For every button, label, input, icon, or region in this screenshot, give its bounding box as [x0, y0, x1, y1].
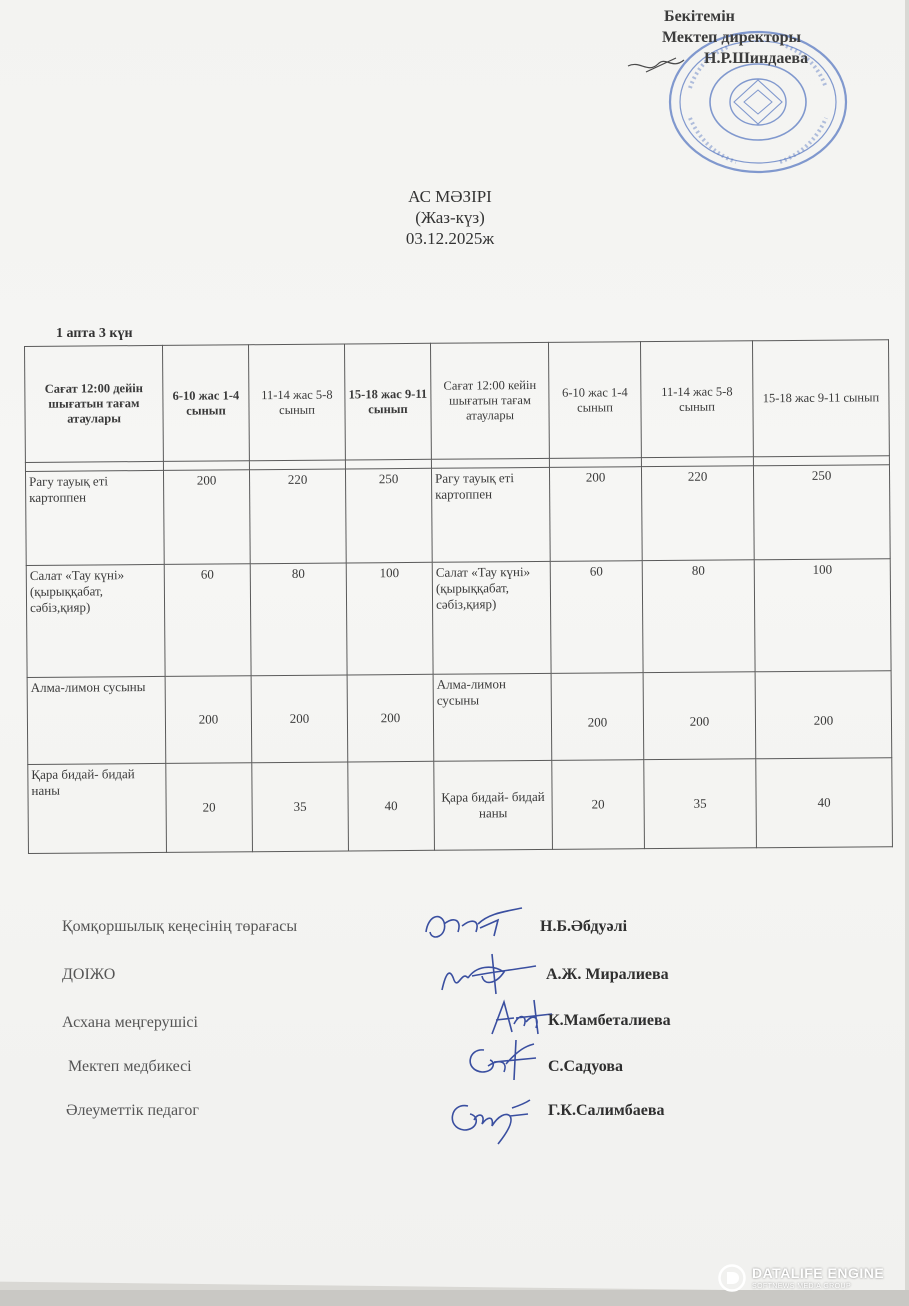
signature-name: Г.К.Салимбаева: [548, 1102, 665, 1119]
portion-cell: 80: [250, 563, 347, 676]
signature-role: Әлеуметтік педагог: [66, 1102, 199, 1119]
header-pm-age-15-18: 15-18 жас 9-11 сынып: [752, 340, 889, 457]
header-pm-dish: Сағат 12:00 кейін шығатын тағам атаулары: [430, 342, 549, 459]
signature-name: К.Мамбеталиева: [548, 1012, 671, 1029]
dish-pm: Рагу тауық еті картоппен: [431, 468, 550, 562]
table-header-row: [25, 340, 890, 463]
portion-cell: 200: [551, 672, 644, 760]
table-row: [27, 670, 892, 764]
portion-cell: 200: [549, 467, 642, 561]
title-heading: АС МӘЗІРІ: [408, 187, 492, 206]
datalife-logo-icon: [718, 1264, 746, 1292]
table-row: [26, 558, 891, 677]
portion-cell: 220: [641, 466, 754, 560]
portion-cell: 100: [346, 562, 433, 675]
week-label: 1 апта 3 күн: [56, 326, 133, 341]
header-am-age-6-10: 6-10 жас 1-4 сынып: [162, 345, 249, 462]
signature-name: С.Садуова: [548, 1058, 624, 1075]
portion-cell: 40: [756, 757, 893, 847]
dish-am: Салат «Тау күні» (қырыққабат, сәбіз,қияр): [26, 564, 165, 677]
dish-am: Рагу тауық еті картоппен: [25, 471, 164, 565]
signature-role: ДОІЖО: [62, 966, 116, 983]
signature-icon: [486, 994, 556, 1040]
portion-cell: 250: [345, 469, 432, 563]
approval-line-2: Мектеп директоры: [662, 29, 801, 46]
portion-cell: 60: [550, 560, 643, 673]
portion-cell: 35: [252, 762, 349, 852]
table-row: [28, 757, 893, 853]
signature-name: Н.Б.Әбдуәлі: [540, 918, 628, 935]
portion-cell: 60: [164, 563, 251, 676]
portion-cell: 200: [251, 675, 348, 763]
portion-cell: 200: [755, 670, 892, 758]
dish-am: Алма-лимон сусыны: [27, 676, 166, 764]
signature-role: Мектеп медбикесі: [68, 1058, 192, 1075]
approval-line-1: Бекітемін: [664, 8, 735, 25]
title-date: 03.12.2025ж: [405, 229, 495, 248]
signature-icon: [432, 950, 542, 1000]
portion-cell: 200: [163, 470, 250, 564]
watermark-main: DATALIFE ENGINE: [752, 1265, 885, 1281]
portion-cell: 80: [642, 560, 755, 673]
table-row: [25, 465, 890, 565]
portion-cell: 100: [754, 558, 891, 671]
portion-cell: 220: [249, 469, 346, 563]
header-am-age-11-14: 11-14 жас 5-8 сынып: [248, 344, 345, 461]
signature-icon: [460, 1036, 540, 1086]
header-am-dish: Сағат 12:00 дейін шығатын тағам атаулары: [25, 345, 164, 462]
watermark-sub: SOFTNEWS MEDIA GROUP: [752, 1283, 852, 1290]
signature-icon: [440, 1086, 540, 1150]
title-season: (Жаз-күз): [415, 208, 485, 227]
signature-name: А.Ж. Миралиева: [546, 966, 669, 983]
portion-cell: 20: [166, 763, 253, 853]
portion-cell: 200: [165, 675, 252, 763]
header-pm-age-6-10: 6-10 жас 1-4 сынып: [548, 342, 641, 459]
approval-line-3: Н.Р.Шиндаева: [704, 50, 809, 67]
signature-icon: [418, 902, 528, 952]
approval-block: [664, 6, 904, 69]
dish-pm: Салат «Тау күні» (қырыққабат, сәбіз,қияр): [432, 561, 551, 674]
portion-cell: 250: [753, 465, 890, 559]
header-am-age-15-18: 15-18 жас 9-11 сынып: [344, 343, 431, 460]
dish-pm: Қара бидай- бидай наны: [434, 760, 553, 850]
menu-table: [24, 339, 892, 856]
portion-cell: 35: [644, 759, 757, 849]
portion-cell: 200: [643, 671, 756, 759]
signature-role: Қомқоршылық кеңесінің төрағасы: [62, 918, 298, 935]
portion-cell: 200: [347, 674, 434, 762]
portion-cell: 20: [552, 759, 645, 849]
datalife-watermark: [718, 1262, 898, 1298]
dish-am: Қара бидай- бидай наны: [28, 763, 167, 853]
document-title: [300, 186, 600, 249]
header-pm-age-11-14: 11-14 жас 5-8 сынып: [640, 341, 753, 458]
dish-pm: Алма-лимон сусыны: [433, 673, 552, 761]
portion-cell: 40: [348, 761, 435, 851]
signature-role: Асхана меңгерушісі: [62, 1014, 198, 1031]
